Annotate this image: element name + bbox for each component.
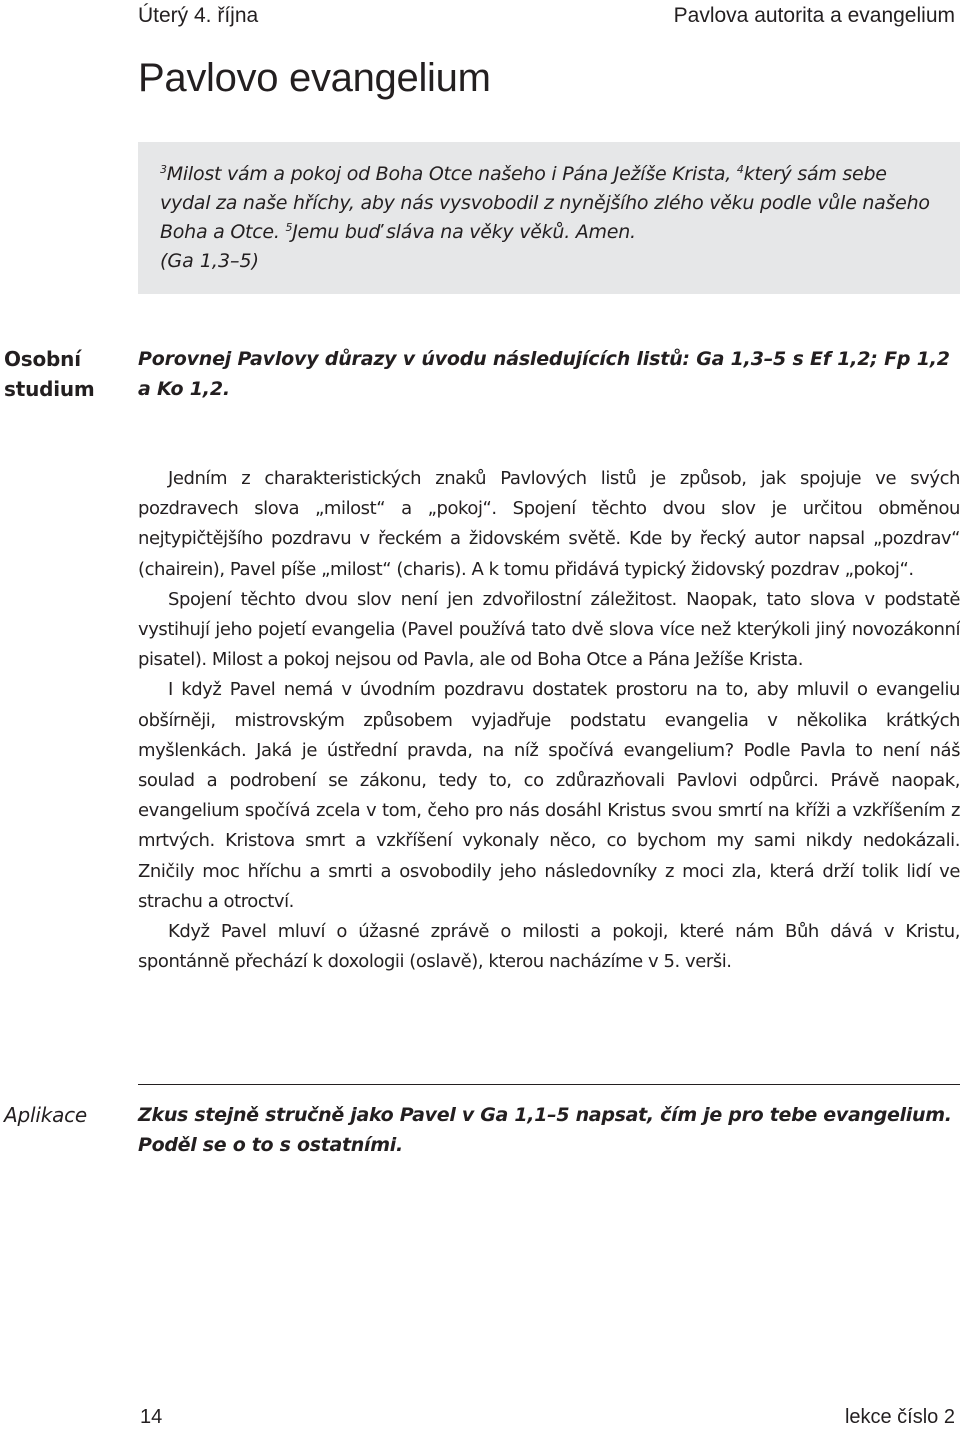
personal-study-text: Porovnej Pavlovy důrazy v úvodu následujících listů: Ga 1,3–5 s Ef 1,2; Fp 1,2 a Ko 1,2. — [138, 348, 950, 400]
verse-text: který sám sebe vydal za naše hříchy, aby nás vysvobodil z nynějšího zlého věku podle vůle našeho Boha a Otce. — [160, 163, 930, 243]
body-paragraph: Když Pavel mluví o úžasné zprávě o milosti a pokoji, které nám Bůh dává v Kristu, spontánně přechází k doxologii (oslavě), kterou nacházíme v 5. verši. — [138, 921, 960, 973]
verse-number: 4 — [736, 163, 744, 176]
body-paragraph: I když Pavel nemá v úvodním pozdravu dostatek prostoru na to, aby mluvil o evangeliu obšírněji, mistrovským způsobem vyjadřuje podstatu evangelia v několika krátkých myšlenkách. Jaká je ústřední pravda, na níž spočívá evangelium? Podle Pavla to není náš soulad a podrobení se zákonu, tedy to, co zdůrazňovali Pavlovi odpůrci. Právě naopak, evangelium spočívá zcela v tom, čeho pro nás dosáhl Kristus svou smrtí na kříži a vzkříšením z mrtvých. Kristova smrt a vzkříšení vykonaly něco, co bychom my sami nikdy nedokázali. Zničily moc hříchu a smrti a osvobodily jeho následovníky z moci zla, která drží tolik lidí ve strachu a otroctví. — [138, 679, 960, 912]
body-text — [138, 464, 960, 977]
body-paragraph: Jedním z charakteristických znaků Pavlových listů je způsob, jak spojuje ve svých pozdravech slova „milost“ a „pokoj“. Spojení těchto dvou slov je určitou obměnou nejtypičtějšího pozdravu v řeckém a židovském světě. Kde by řecký autor napsal „pozdrav“ (chairein), Pavel píše „milost“ (charis). A k tomu přidává typický židovský pozdrav „pokoj“. — [138, 468, 960, 580]
application-label: Aplikace — [4, 1103, 88, 1127]
personal-study-label-line: Osobní — [4, 347, 81, 371]
body-paragraph: Spojení těchto dvou slov není jen zdvořilostní záležitost. Naopak, tato slova v podstatě vystihují jeho pojetí evangelia (Pavel používá tato dvě slova více než kterýkoli jiný novozákonní pisatel). Milost a pokoj nejsou od Pavla, ale od Boha Otce a Pána Ježíše Krista. — [138, 588, 960, 671]
personal-study-label-line: studium — [4, 377, 95, 401]
section-divider — [138, 1084, 960, 1085]
scripture-reference: (Ga 1,3–5) — [160, 250, 260, 272]
scripture-box — [138, 142, 960, 294]
running-header-topic: Pavlova autorita a evangelium — [673, 4, 955, 27]
application-text: Zkus stejně stručně jako Pavel v Ga 1,1–5 napsat, čím je pro tebe evangelium. Poděl se o to s ostatními. — [138, 1104, 952, 1156]
verse-text: Jemu buď sláva na věky věků. Amen. — [292, 221, 636, 243]
verse-number: 5 — [285, 221, 293, 234]
running-header-date: Úterý 4. října — [138, 4, 259, 27]
scripture-text — [160, 160, 940, 247]
lesson-number: lekce číslo 2 — [844, 1406, 955, 1428]
verse-text: Milost vám a pokoj od Boha Otce našeho i Pána Ježíše Krista, — [166, 163, 737, 185]
personal-study-label — [4, 344, 95, 404]
verse-number: 3 — [160, 163, 167, 176]
page-title: Pavlovo evangelium — [138, 56, 491, 100]
page-number: 14 — [140, 1406, 163, 1428]
